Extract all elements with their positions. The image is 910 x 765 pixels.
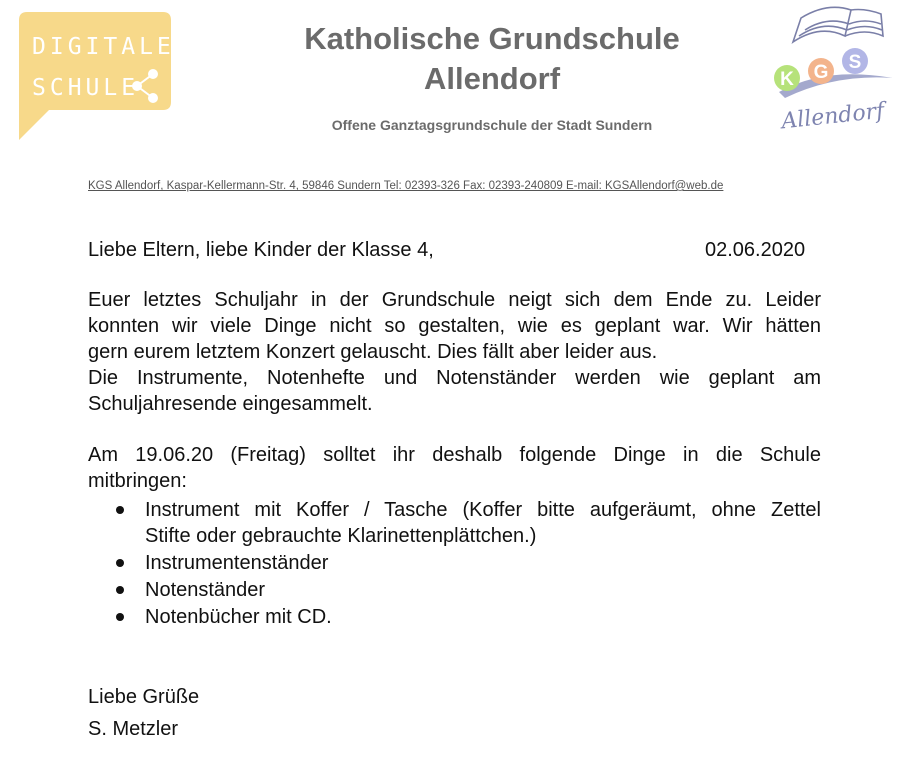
bullet-icon xyxy=(116,506,124,514)
digitale-schule-logo xyxy=(19,12,175,140)
paragraph-line: gern eurem letztem Konzert gelauscht. Dies fällt aber leider aus. xyxy=(88,341,658,363)
school-title-line1: Katholische Grundschule xyxy=(304,21,680,56)
list-item xyxy=(88,577,821,603)
school-title-line2: Allendorf xyxy=(423,61,561,96)
logo-text-line1: DIGITALE xyxy=(32,34,175,60)
school-address-line: KGS Allendorf, Kaspar-Kellermann-Str. 4, 59846 Sundern Tel: 02393-326 Fax: 02393-240809 E-mail: KGSAllendorf@web.de xyxy=(88,180,724,192)
list-item-line: Stifte oder gebrauchte Klarinettenplättchen.) xyxy=(145,525,537,547)
kgs-letter-k: K xyxy=(780,69,794,90)
paragraph-line: mitbringen: xyxy=(88,470,187,492)
list-item-line: Instrument mit Koffer / Tasche (Koffer bitte aufgeräumt, ohne Zettel xyxy=(145,499,821,521)
letter-greeting: Liebe Eltern, liebe Kinder der Klasse 4, xyxy=(88,239,434,261)
book-icon xyxy=(765,6,900,136)
list-item xyxy=(88,497,821,549)
paragraph-line: Schuljahresende eingesammelt. xyxy=(88,393,373,415)
letter-paragraph-2 xyxy=(88,442,821,494)
kgs-logo-name: Allendorf xyxy=(780,98,886,135)
school-subtitle: Offene Ganztagsgrundschule der Stadt Sundern xyxy=(331,117,653,133)
list-item xyxy=(88,604,821,630)
paragraph-line: konnten wir viele Dinge nicht so gestalten, wie es geplant war. Wir hätten xyxy=(88,315,821,337)
logo-text-line2: SCHULE xyxy=(32,75,140,101)
paragraph-line: Am 19.06.20 (Freitag) solltet ihr deshalb folgende Dinge in die Schule xyxy=(88,444,821,466)
bullet-icon xyxy=(116,586,124,594)
letter-paragraph-1 xyxy=(88,287,821,417)
list-item xyxy=(88,550,821,576)
letter-date: 02.06.2020 xyxy=(705,239,806,261)
paragraph-line: Die Instrumente, Notenhefte und Notenständer werden wie geplant am xyxy=(88,367,821,389)
letter-closing: Liebe Grüße xyxy=(88,686,200,708)
letter-signature: S. Metzler xyxy=(88,718,179,740)
list-item-line: Notenbücher mit CD. xyxy=(145,606,332,628)
bullet-icon xyxy=(116,559,124,567)
items-list xyxy=(88,497,821,631)
kgs-letter-s: S xyxy=(848,52,862,73)
list-item-line: Notenständer xyxy=(145,579,266,601)
kgs-logo xyxy=(765,6,900,136)
list-item-line: Instrumentenständer xyxy=(145,552,329,574)
bullet-icon xyxy=(116,613,124,621)
paragraph-line: Euer letztes Schuljahr in der Grundschule neigt sich dem Ende zu. Leider xyxy=(88,289,821,311)
kgs-letter-g: G xyxy=(813,62,829,83)
